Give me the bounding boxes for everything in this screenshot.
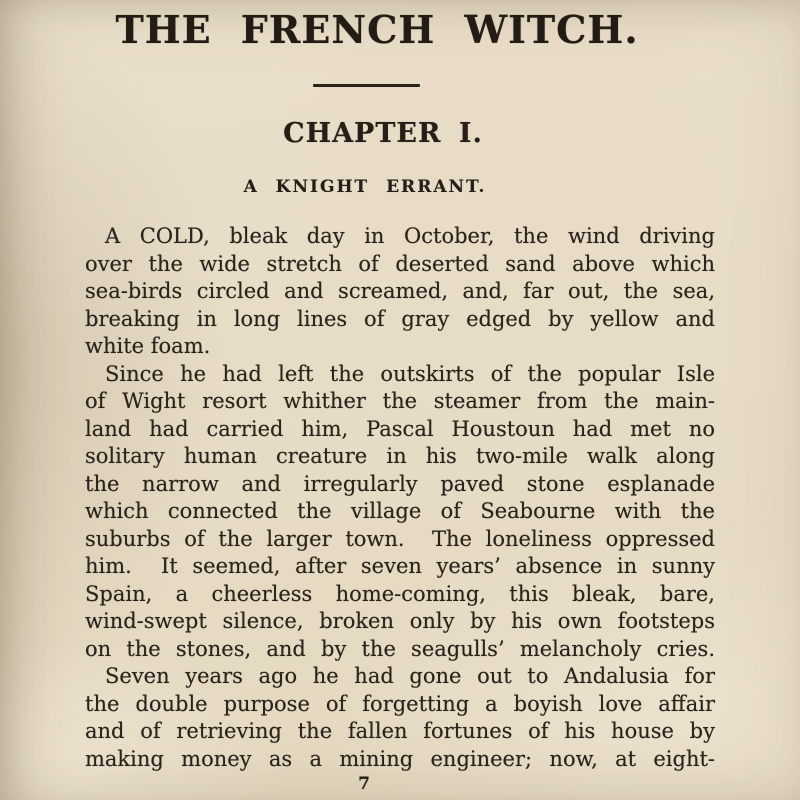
text-line: the narrow and irregularly paved stone esplanade — [85, 471, 715, 496]
body-text — [85, 223, 715, 773]
text-line: of Wight resort whither the steamer from the main- — [85, 389, 715, 413]
chapter-heading: CHAPTER I. — [283, 118, 483, 149]
text-line: white foam. — [85, 334, 211, 358]
text-line: suburbs of the larger town. The loneliness oppressed — [85, 526, 715, 551]
section-heading: A KNIGHT ERRANT. — [243, 177, 487, 197]
text-line: A COLD, bleak day in October, the wind driving — [105, 224, 715, 248]
title-divider-rule — [313, 84, 420, 87]
text-line: which connected the village of Seabourne with the — [85, 499, 715, 523]
text-line: Seven years ago he had gone out to Andalusia for — [105, 664, 715, 688]
text-line: solitary human creature in his two-mile walk along — [85, 444, 715, 468]
paragraph — [85, 223, 715, 361]
paragraph — [85, 361, 715, 664]
text-line: Spain, a cheerless home-coming, this bleak, bare, — [85, 581, 715, 606]
text-line: on the stones, and by the seagulls’ melancholy cries. — [85, 636, 715, 661]
text-line: him. It seemed, after seven years’ absence in sunny — [85, 554, 715, 578]
page-number: 7 — [358, 774, 370, 794]
text-line: land had carried him, Pascal Houstoun had met no — [85, 416, 715, 441]
paragraph — [85, 663, 715, 773]
text-line: making money as a mining engineer; now, at eight- — [85, 746, 715, 771]
running-title: THE FRENCH WITCH. — [115, 7, 639, 52]
text-line: and of retrieving the fallen fortunes of his house by — [85, 719, 715, 743]
text-line: breaking in long lines of gray edged by yellow and — [85, 306, 715, 331]
text-line: over the wide stretch of deserted sand above which — [85, 251, 715, 276]
text-line: Since he had left the outskirts of the popular Isle — [105, 361, 715, 386]
text-line: sea-birds circled and screamed, and, far out, the sea, — [85, 279, 715, 303]
text-line: the double purpose of forgetting a boyish love affair — [85, 691, 715, 716]
text-line: wind-swept silence, broken only by his own footsteps — [85, 609, 715, 633]
